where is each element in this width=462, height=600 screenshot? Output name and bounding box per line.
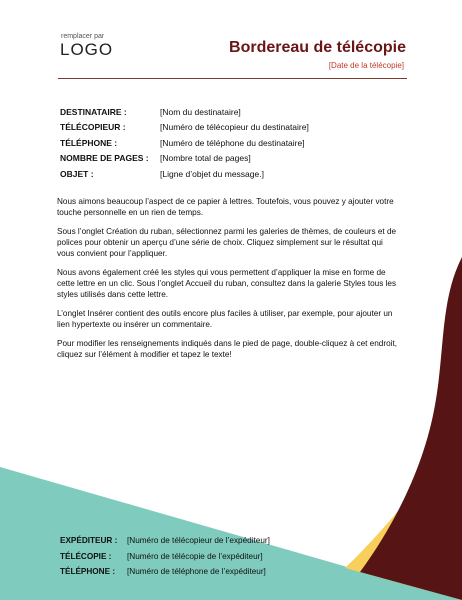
subject-field[interactable]: [Ligne d’objet du message.] [160,168,264,179]
fax-row [60,120,309,136]
body-paragraph[interactable]: Sous l’onglet Création du ruban, sélectionnez parmi les galeries de thèmes, de couleurs et de polices pour obtenir un aperçu d’une série de choix. Cliquez simplement sur le résultat qui vous convient pour l’appliquer. [57,227,397,258]
phone-label: TÉLÉPHONE : [60,137,118,148]
sender-phone-row [60,564,270,580]
recipient-name-field[interactable]: [Nom du destinataire] [160,106,241,117]
sender-fax-field[interactable]: [Numéro de télécopie de l’expéditeur] [127,551,263,561]
header-divider [58,78,407,79]
sender-phone-label: TÉLÉPHONE : [60,567,116,577]
recipient-fields [60,104,309,182]
sender-row [60,533,270,549]
logo-caption: remplacer par [61,33,105,40]
sender-fax-label: TÉLÉCOPIE : [60,551,112,561]
body-paragraph[interactable]: Nous avons également créé les styles qui vous permettent d’appliquer la mise en forme de cette lettre en un clic. Sous l’onglet Accueil du ruban, consultez dans la galerie Styles tous les styles utilisés dans cette lettre. [57,268,397,299]
sender-fax-row [60,549,270,565]
pages-label: NOMBRE DE PAGES : [60,153,149,164]
fax-label: TÉLÉCOPIEUR : [60,122,126,133]
subject-label: OBJET : [60,168,94,179]
recipient-row [60,104,309,120]
recipient-fax-field[interactable]: [Numéro de télécopieur du destinataire] [160,122,309,133]
body-paragraph[interactable]: L’onglet Insérer contient des outils encore plus faciles à utiliser, par exemple, pour ajouter un lien hypertexte ou insérer un commentaire. [57,309,393,329]
body-paragraph[interactable]: Pour modifier les renseignements indiqués dans le pied de page, double-cliquez à cet endroit, cliquez sur l’élément à modifier et tapez le texte! [57,339,397,359]
sender-label: EXPÉDITEUR : [60,536,118,546]
body-text [57,196,402,368]
sender-fields [60,533,270,580]
body-paragraph[interactable]: Nous aimons beaucoup l’aspect de ce papier à lettres. Toutefois, vous pouvez y ajouter votre touche personnelle en un rien de temps. [57,197,394,217]
logo-placeholder[interactable]: LOGO [60,40,114,59]
pages-row [60,151,309,167]
page-count-field[interactable]: [Nombre total de pages] [160,153,251,164]
sender-phone-field[interactable]: [Numéro de téléphone de l’expéditeur] [127,567,266,577]
subject-row [60,166,309,182]
sender-fax-number-field[interactable]: [Numéro de télécopieur de l’expéditeur] [127,536,270,546]
recipient-phone-field[interactable]: [Numéro de téléphone du destinataire] [160,137,305,148]
recipient-label: DESTINATAIRE : [60,106,127,117]
phone-row [60,135,309,151]
fax-date-field[interactable]: [Date de la télécopie] [328,61,404,70]
page-title: Bordereau de télécopie [229,39,406,56]
